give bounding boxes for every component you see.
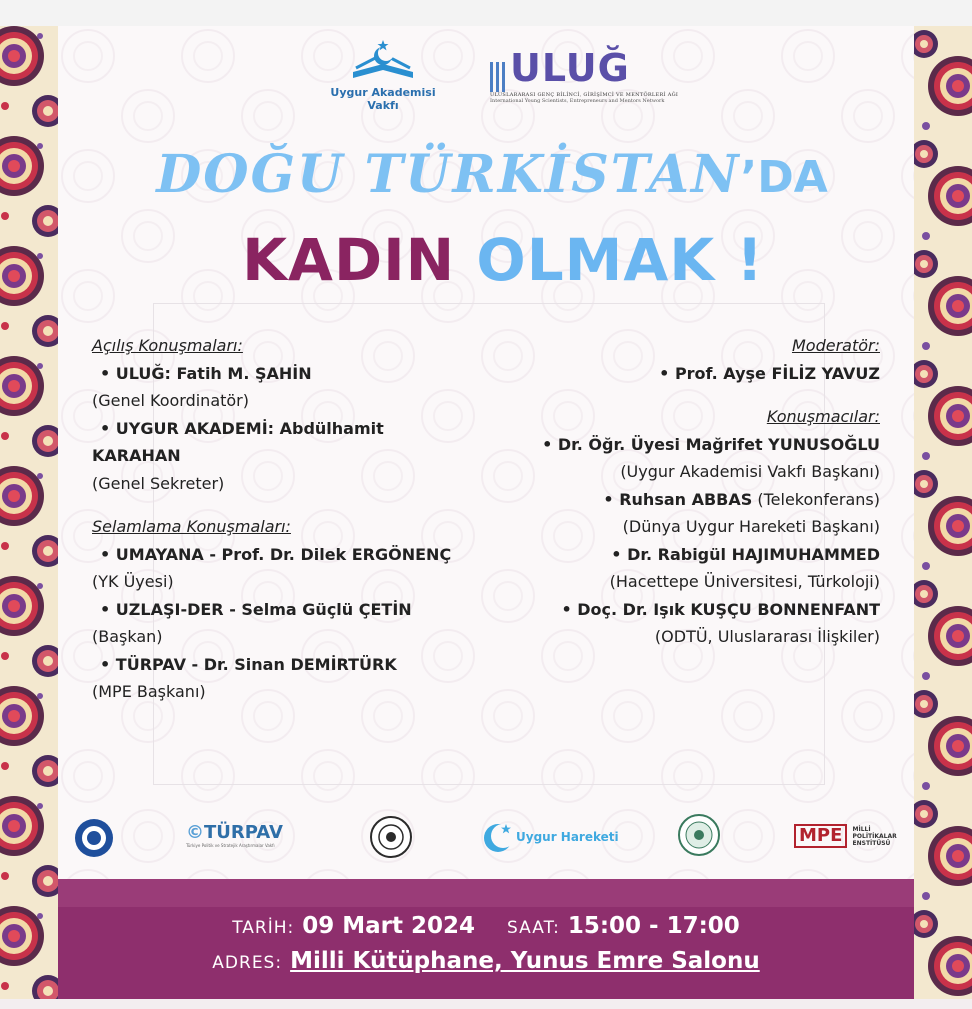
greeting-speaker-1-role: (YK Üyesi)	[92, 572, 174, 591]
moderator-heading: Moderatör:	[791, 336, 880, 355]
speaker-1: • Dr. Öğr. Üyesi Mağrifet YUNUSOĞLU	[542, 434, 880, 454]
mpe-text-2: POLİTİKALAR	[852, 832, 897, 840]
mpe-text-1: MİLLİ	[852, 825, 871, 833]
address-label: ADRES:	[212, 953, 283, 973]
date-time-row	[58, 913, 914, 939]
book-crescent-icon	[348, 38, 418, 82]
greeting-speaker-2-role: (Başkan)	[92, 627, 163, 646]
title-da-suffix: ’DA	[740, 152, 828, 203]
speaker-4-role: (ODTÜ, Uluslararası İlişkiler)	[654, 627, 880, 646]
greeting-speaker-1: • UMAYANA - Prof. Dr. Dilek ERGÖNENÇ	[100, 544, 452, 564]
time-label: SAAT:	[507, 918, 560, 938]
uzlasi-der-seal-logo	[370, 816, 412, 862]
title-kadin: KADIN	[242, 226, 456, 294]
opening-speaker-1-role: (Genel Koordinatör)	[92, 391, 249, 410]
top-strip	[0, 0, 972, 26]
mpe-mark: MPE	[794, 824, 847, 848]
opening-and-greeting-column	[92, 332, 492, 706]
ulug-wordmark: ULUĞ	[510, 46, 630, 90]
right-paisley-border	[914, 26, 972, 999]
address-row	[58, 948, 914, 974]
title-line-2	[158, 226, 848, 294]
ulug-logo	[490, 46, 679, 104]
speaker-3: • Dr. Rabigül HAJIMUHAMMED	[611, 544, 880, 564]
turpav-wordmark: TÜRPAV	[204, 822, 283, 843]
institute-seal-logo	[678, 814, 720, 860]
umayana-logo	[74, 818, 114, 862]
left-paisley-border	[0, 26, 58, 999]
title-olmak: OLMAK !	[476, 226, 764, 294]
uygur-hareketi-logo	[482, 820, 619, 854]
greeting-speeches-heading: Selamlama Konuşmaları:	[92, 517, 291, 536]
moderator-name: • Prof. Ayşe FİLİZ YAVUZ	[659, 363, 880, 383]
greeting-speaker-2: • UZLAŞI-DER - Selma Güçlü ÇETİN	[100, 599, 412, 619]
date-value: 09 Mart 2024	[302, 913, 476, 939]
opening-speaker-2: • UYGUR AKADEMİ: Abdülhamit	[100, 418, 384, 438]
mpe-text-3: ENSTİTÜSÜ	[852, 839, 891, 847]
moderator-and-speakers-column	[478, 332, 880, 651]
greeting-speaker-3: • TÜRPAV - Dr. Sinan DEMİRTÜRK	[100, 654, 397, 674]
uygur-akademisi-logo	[328, 38, 438, 112]
opening-speeches-heading: Açılış Konuşmaları:	[92, 336, 243, 355]
opening-speaker-1: • ULUĞ: Fatih M. ŞAHİN	[100, 363, 312, 383]
turpav-logo	[186, 822, 316, 848]
speaker-2-role: (Dünya Uygur Hareketi Başkanı)	[622, 517, 880, 536]
opening-speaker-2-surname: KARAHAN	[92, 446, 181, 465]
speakers-heading: Konuşmacılar:	[766, 407, 880, 426]
uygur-hareketi-name: Uygur Hareketi	[516, 830, 619, 844]
ulug-bars-icon	[490, 62, 508, 92]
address-value: Milli Kütüphane, Yunus Emre Salonu	[290, 948, 760, 974]
uav-name-line1: Uygur Akademisi	[330, 86, 436, 99]
speaker-3-role: (Hacettepe Üniversitesi, Türkoloji)	[609, 572, 880, 591]
turpav-subtitle: Türkiye Politik ve Stratejik Araştırmalar Vakfı	[186, 843, 275, 848]
mpe-logo	[794, 824, 897, 848]
turpav-swirl-icon: ©	[186, 822, 204, 843]
speaker-2: • Ruhsan ABBAS (Telekonferans)	[603, 489, 880, 509]
ulug-subtitle-en: International Young Scientists, Entrepreneurs and Mentors Network	[490, 97, 665, 104]
title-dogu-turkistan: DOĞU TÜRKİSTAN	[156, 144, 741, 205]
event-details-footer	[58, 879, 914, 999]
greeting-speaker-3-role: (MPE Başkanı)	[92, 682, 206, 701]
title-line-1	[142, 144, 842, 205]
time-value: 15:00 - 17:00	[567, 913, 740, 939]
speaker-4: • Doç. Dr. Işık KUŞÇU BONNENFANT	[561, 599, 880, 619]
date-label: TARİH:	[232, 918, 295, 938]
uav-name-line2: Vakfı	[367, 99, 399, 112]
speaker-1-role: (Uygur Akademisi Vakfı Başkanı)	[620, 462, 880, 481]
ulug-subtitle-tr: ULUSLARARASI GENÇ BİLİNCİ, GİRİŞİMCİ VE MENTÖRLERİ AĞI	[490, 91, 679, 98]
opening-speaker-2-role: (Genel Sekreter)	[92, 473, 225, 493]
crescent-star-icon	[482, 820, 516, 854]
footer-top-band	[58, 879, 914, 907]
partner-logos-row	[58, 814, 914, 864]
event-poster	[58, 26, 914, 999]
